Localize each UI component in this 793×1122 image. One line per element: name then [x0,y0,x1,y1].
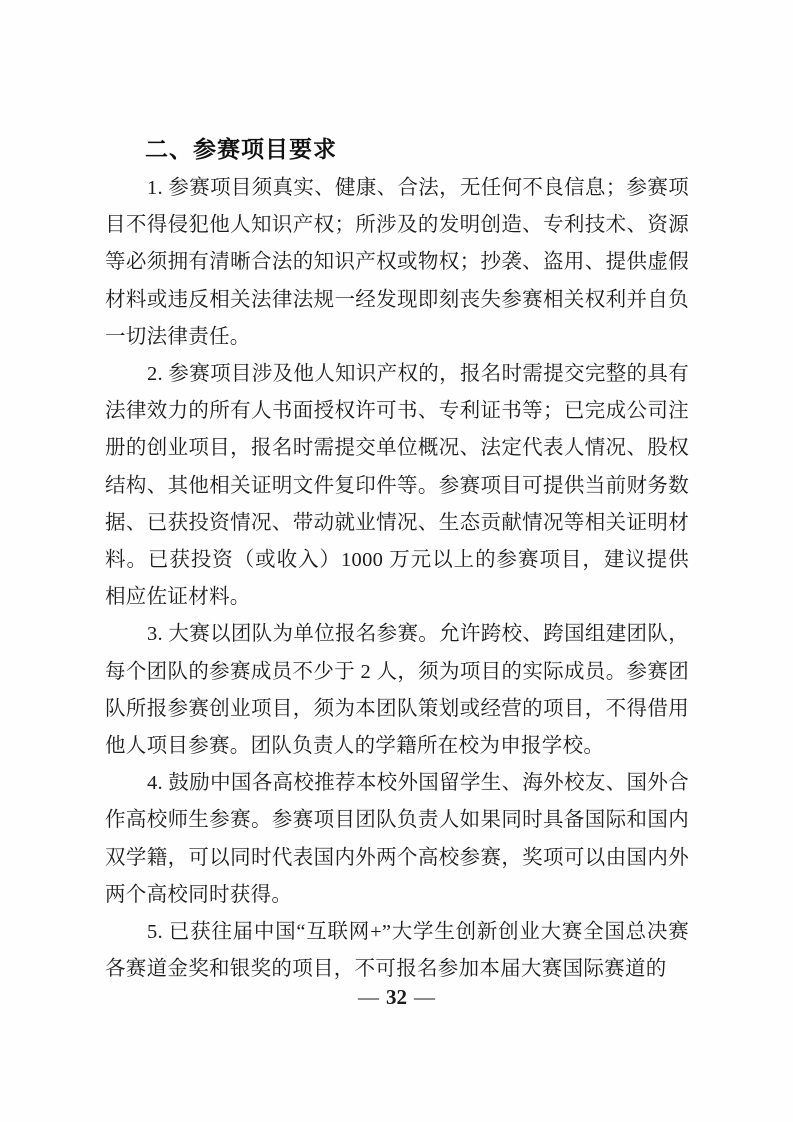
paragraph-4: 4. 鼓励中国各高校推荐本校外国留学生、海外校友、国外合作高校师生参赛。参赛项目团队负责人如果同时具备国际和国内双学籍，可以同时代表国内外两个高校参赛，奖项可以由国内外两个高校同时获得。 [105,772,689,906]
paragraph-3: 3. 大赛以团队为单位报名参赛。允许跨校、跨国组建团队，每个团队的参赛成员不少于 2 人，须为项目的实际成员。参赛团队所报参赛创业项目，须为本团队策划或经营的项目，不得借用他人项目参赛。团队负责人的学籍所在校为申报学校。 [105,623,689,758]
section-heading: 二、参赛项目要求 [145,136,337,162]
page-number-footer [0,983,793,1011]
footer-dash-left: — [358,985,379,1009]
document-body [105,129,689,988]
footer-dash-right: — [414,985,435,1009]
footer-page-number: 32 [386,985,407,1009]
paragraph-5: 5. 已获往届中国“互联网+”大学生创新创业大赛全国总决赛各赛道金奖和银奖的项目，不可报名参加本届大赛国际赛道的 [105,921,689,981]
paragraph-2: 2. 参赛项目涉及他人知识产权的，报名时需提交完整的具有法律效力的所有人书面授权许可书、专利证书等；已完成公司注册的创业项目，报名时需提交单位概况、法定代表人情况、股权结构、其他相关证明文件复印件等。参赛项目可提供当前财务数据、已获投资情况、带动就业情况、生态贡献情况等相关证明材料。已获投资（或收入）1000 万元以上的参赛项目，建议提供相应佐证材料。 [105,363,689,609]
paragraph-1: 1. 参赛项目须真实、健康、合法，无任何不良信息；参赛项目不得侵犯他人知识产权；所涉及的发明创造、专利技术、资源等必须拥有清晰合法的知识产权或物权；抄袭、盗用、提供虚假材料或违反相关法律法规一经发现即刻丧失参赛相关权利并自负一切法律责任。 [105,177,689,348]
